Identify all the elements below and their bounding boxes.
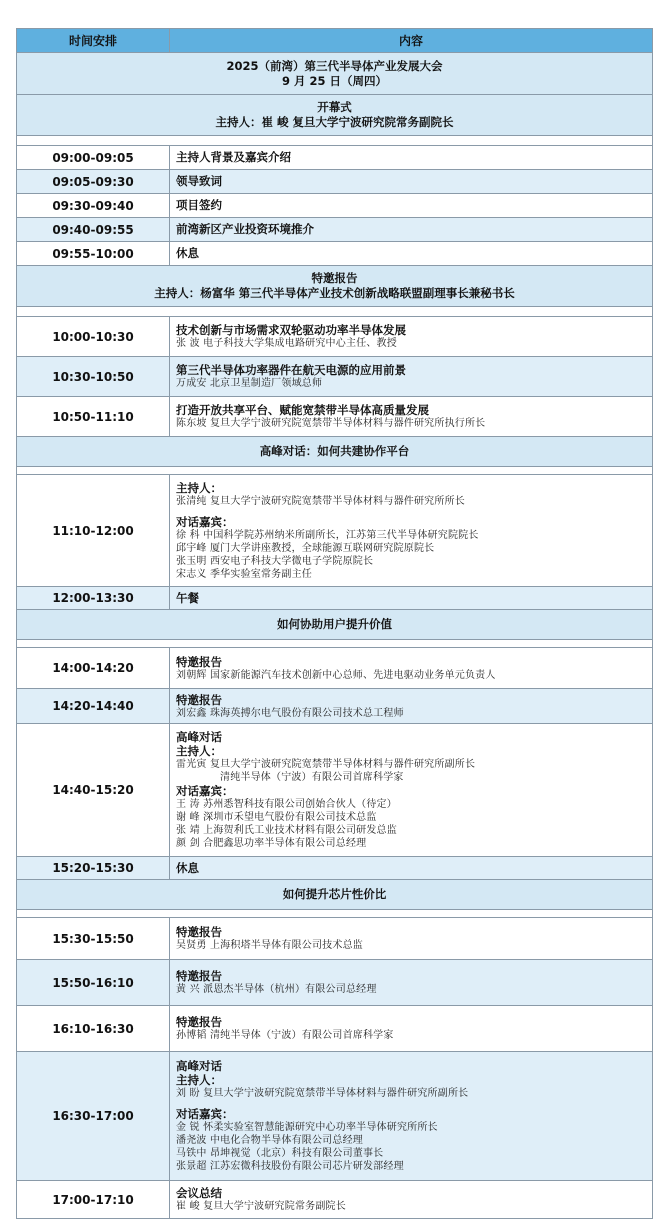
speaker: 张 波 电子科技大学集成电路研究中心主任、教授 xyxy=(176,338,397,349)
spacer-row xyxy=(17,467,653,475)
time-cell: 09:30-09:40 xyxy=(17,194,170,218)
conference-title: 2025（前湾）第三代半导体产业发展大会 xyxy=(226,58,443,73)
table-row xyxy=(17,218,653,242)
special-title: 特邀报告 xyxy=(311,271,358,285)
table-row xyxy=(17,1052,653,1181)
guests-label: 对话嘉宾： xyxy=(176,784,234,798)
table-row xyxy=(17,857,653,880)
table-row xyxy=(17,397,653,437)
table-row xyxy=(17,587,653,610)
agenda-table xyxy=(16,28,653,1219)
speaker: 刘朝辉 国家新能源汽车技术创新中心总师、先进电驱动业务单元负责人 xyxy=(176,669,496,681)
opening-host: 主持人：崔 峻 复旦大学宁波研究院常务副院长 xyxy=(215,115,454,129)
talk-title: 特邀报告 xyxy=(176,692,222,707)
time-cell: 15:50-16:10 xyxy=(17,960,170,1006)
spacer-row xyxy=(17,640,653,648)
time-cell: 10:00-10:30 xyxy=(17,317,170,357)
host-label: 主持人： xyxy=(176,480,222,495)
talk-title: 特邀报告 xyxy=(176,969,222,983)
guest: 王 涛 苏州悉智科技有限公司创始合伙人（待定） xyxy=(176,799,397,810)
talk-title: 特邀报告 xyxy=(176,1015,222,1029)
table-row xyxy=(17,317,653,357)
guest: 张玉明 西安电子科技大学微电子学院原院长 xyxy=(176,555,374,567)
guest: 徐 科 中国科学院苏州纳米所副所长，江苏第三代半导体研究院院长 xyxy=(176,529,479,541)
guest: 张 靖 上海贺利氏工业技术材料有限公司研发总监 xyxy=(176,825,397,836)
speaker: 万成安 北京卫星制造厂领域总师 xyxy=(176,378,323,389)
guests-label: 对话嘉宾： xyxy=(176,1107,234,1121)
content-cell: 午餐 xyxy=(170,587,653,610)
table-row xyxy=(17,242,653,266)
table-row xyxy=(17,475,653,587)
time-cell: 09:55-10:00 xyxy=(17,242,170,266)
content-cell: 休息 xyxy=(170,857,653,880)
spacer-row xyxy=(17,136,653,146)
table-row xyxy=(17,1181,653,1219)
guest: 邱宇峰 厦门大学讲座教授，全球能源互联网研究院原院长 xyxy=(176,542,435,554)
time-cell: 09:40-09:55 xyxy=(17,218,170,242)
section2-title: 如何协助用户提升价值 xyxy=(17,610,653,640)
table-row xyxy=(17,357,653,397)
time-cell: 11:10-12:00 xyxy=(17,475,170,587)
host: 雷光寅 复旦大学宁波研究院宽禁带半导体材料与器件研究所副所长 xyxy=(176,759,476,770)
time-column-header: 时间安排 xyxy=(17,29,170,53)
host: 刘 盼 复旦大学宁波研究院宽禁带半导体材料与器件研究所副所长 xyxy=(176,1088,469,1099)
special-host: 主持人：杨富华 第三代半导体产业技术创新战略联盟副理事长兼秘书长 xyxy=(154,286,515,300)
host: 张清纯 复旦大学宁波研究院宽禁带半导体材料与器件研究所所长 xyxy=(176,495,465,507)
dialog-title: 高峰对话 xyxy=(176,730,222,744)
content-cell: 前湾新区产业投资环境推介 xyxy=(170,218,653,242)
time-cell: 15:30-15:50 xyxy=(17,918,170,960)
table-header-row xyxy=(17,29,653,53)
table-row xyxy=(17,648,653,689)
host-label: 主持人： xyxy=(176,744,222,758)
talk-title: 打造开放共享平台、赋能宽禁带半导体高质量发展 xyxy=(176,403,429,417)
time-cell: 17:00-17:10 xyxy=(17,1181,170,1219)
table-row xyxy=(17,724,653,857)
speaker: 陈东坡 复旦大学宁波研究院宽禁带半导体材料与器件研究所执行所长 xyxy=(176,418,486,429)
content-cell: 项目签约 xyxy=(170,194,653,218)
time-cell: 10:30-10:50 xyxy=(17,357,170,397)
talk-title: 技术创新与市场需求双轮驱动功率半导体发展 xyxy=(176,323,406,337)
time-cell: 16:30-17:00 xyxy=(17,1052,170,1181)
dialog1-title: 高峰对话：如何共建协作平台 xyxy=(17,437,653,467)
speaker: 吴贤勇 上海积塔半导体有限公司技术总监 xyxy=(176,940,363,951)
guest: 谢 峰 深圳市禾望电气股份有限公司技术总监 xyxy=(176,812,377,823)
content-column-header: 内容 xyxy=(170,29,653,53)
special-report-section-header xyxy=(17,266,653,307)
dialog1-section-header xyxy=(17,437,653,467)
opening-section-header xyxy=(17,95,653,136)
dialog-title: 高峰对话 xyxy=(176,1059,222,1073)
time-cell: 16:10-16:30 xyxy=(17,1006,170,1052)
host-label: 主持人： xyxy=(176,1073,222,1087)
section3-header xyxy=(17,880,653,910)
conference-date: 9 月 25 日（周四） xyxy=(281,73,387,88)
spacer-row xyxy=(17,307,653,317)
time-cell: 14:40-15:20 xyxy=(17,724,170,857)
table-row xyxy=(17,1006,653,1052)
time-cell: 10:50-11:10 xyxy=(17,397,170,437)
host: 清纯半导体（宁波）有限公司首席科学家 xyxy=(220,772,404,783)
content-cell: 领导致词 xyxy=(170,170,653,194)
table-row xyxy=(17,170,653,194)
guest: 宋志义 季华实验室常务副主任 xyxy=(176,568,312,580)
time-cell: 15:20-15:30 xyxy=(17,857,170,880)
time-cell: 09:00-09:05 xyxy=(17,146,170,170)
speaker: 孙博韬 清纯半导体（宁波）有限公司首席科学家 xyxy=(176,1030,394,1041)
guest: 金 锐 怀柔实验室智慧能源研究中心功率半导体研究所所长 xyxy=(176,1122,438,1133)
guest: 潘尧波 中电化合物半导体有限公司总经理 xyxy=(176,1135,363,1146)
time-cell: 12:00-13:30 xyxy=(17,587,170,610)
conference-banner xyxy=(17,53,653,95)
agenda-table-wrapper xyxy=(16,28,652,1219)
talk-title: 第三代半导体功率器件在航天电源的应用前景 xyxy=(176,363,406,377)
speaker: 崔 峻 复旦大学宁波研究院常务副院长 xyxy=(176,1201,346,1212)
table-row xyxy=(17,689,653,724)
opening-title: 开幕式 xyxy=(317,100,352,114)
talk-title: 会议总结 xyxy=(176,1186,222,1200)
time-cell: 14:00-14:20 xyxy=(17,648,170,689)
talk-title: 特邀报告 xyxy=(176,654,222,669)
table-row xyxy=(17,194,653,218)
talk-title: 特邀报告 xyxy=(176,925,222,939)
content-cell: 休息 xyxy=(170,242,653,266)
table-row xyxy=(17,918,653,960)
guest: 张景超 江苏宏微科技股份有限公司芯片研发部经理 xyxy=(176,1161,404,1172)
time-cell: 09:05-09:30 xyxy=(17,170,170,194)
speaker: 黄 兴 派恩杰半导体（杭州）有限公司总经理 xyxy=(176,984,377,995)
content-cell: 主持人背景及嘉宾介绍 xyxy=(170,146,653,170)
guest: 颜 剑 合肥鑫思功率半导体有限公司总经理 xyxy=(176,838,367,849)
spacer-row xyxy=(17,910,653,918)
time-cell: 14:20-14:40 xyxy=(17,689,170,724)
section2-header xyxy=(17,610,653,640)
table-row xyxy=(17,960,653,1006)
guest: 马铁中 昂坤视觉（北京）科技有限公司董事长 xyxy=(176,1148,384,1159)
speaker: 刘宏鑫 珠海英搏尔电气股份有限公司技术总工程师 xyxy=(176,707,404,719)
guests-label: 对话嘉宾： xyxy=(176,514,234,529)
table-row xyxy=(17,146,653,170)
section3-title: 如何提升芯片性价比 xyxy=(17,880,653,910)
